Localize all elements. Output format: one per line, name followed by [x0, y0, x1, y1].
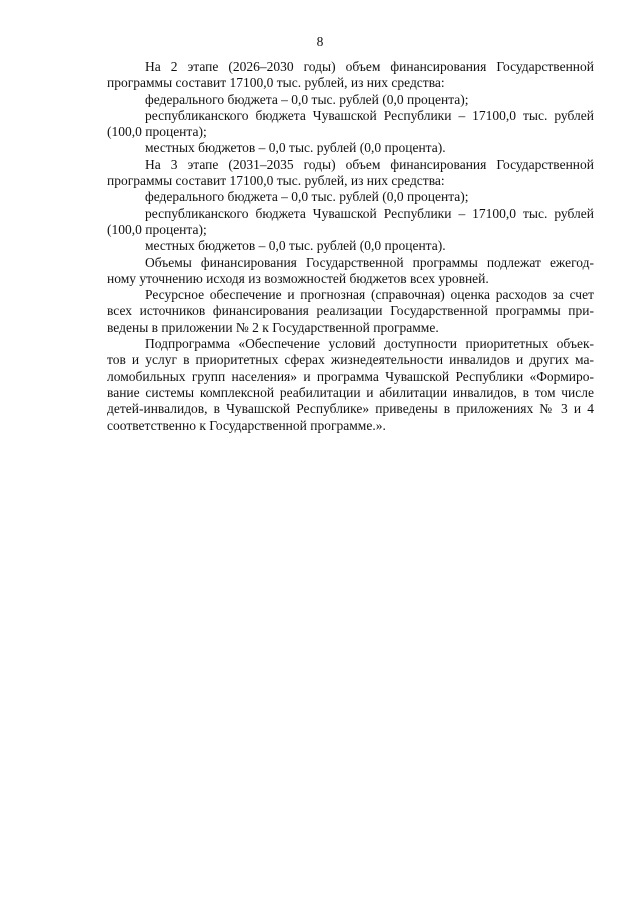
text-line: тов и услуг в приоритетных сферах жизнедеятельности инвалидов и других ма-	[107, 352, 594, 368]
text-line: соответственно к Государственной программе.».	[107, 417, 386, 433]
text-line: ному уточнению исходя из возможностей бюджетов всех уровней.	[107, 270, 489, 286]
page-number: 8	[316, 34, 324, 49]
text-line: На 2 этапе (2026–2030 годы) объем финансирования Государственной	[145, 59, 594, 74]
text-line: детей-инвалидов, в Чувашской Республике» приведены в приложениях № 3 и 4	[107, 401, 594, 417]
text-line: (100,0 процента);	[107, 221, 207, 237]
text-line: местных бюджетов – 0,0 тыс. рублей (0,0 процента).	[145, 140, 446, 156]
text-line: Подпрограмма «Обеспечение условий доступности приоритетных объек-	[145, 336, 594, 352]
text-line: Ресурсное обеспечение и прогнозная (справочная) оценка расходов за счет	[145, 287, 594, 303]
text-line: республиканского бюджета Чувашской Республики – 17100,0 тыс. рублей	[145, 205, 594, 221]
text-line: местных бюджетов – 0,0 тыс. рублей (0,0 процента).	[145, 238, 446, 254]
text-line: Объемы финансирования Государственной программы подлежат ежегод-	[145, 254, 594, 270]
text-line: вание системы комплексной реабилитации и абилитации инвалидов, в том числе	[107, 384, 594, 400]
text-line: федерального бюджета – 0,0 тыс. рублей (0,0 процента);	[145, 189, 469, 205]
text-line: На 3 этапе (2031–2035 годы) объем финансирования Государственной	[145, 156, 594, 172]
document-body	[107, 59, 594, 434]
text-line: программы составит 17100,0 тыс. рублей, из них средства:	[107, 173, 445, 189]
text-line: всех источников финансирования реализации Государственной программы при-	[107, 303, 594, 319]
text-line: программы составит 17100,0 тыс. рублей, из них средства:	[107, 75, 445, 91]
text-line: федерального бюджета – 0,0 тыс. рублей (0,0 процента);	[145, 91, 469, 107]
text-line: республиканского бюджета Чувашской Республики – 17100,0 тыс. рублей	[145, 107, 594, 123]
text-line: ломобильных групп населения» и программа Чувашской Республики «Формиро-	[107, 368, 594, 384]
text-line: ведены в приложении № 2 к Государственной программе.	[107, 319, 439, 335]
text-line: (100,0 процента);	[107, 124, 207, 140]
